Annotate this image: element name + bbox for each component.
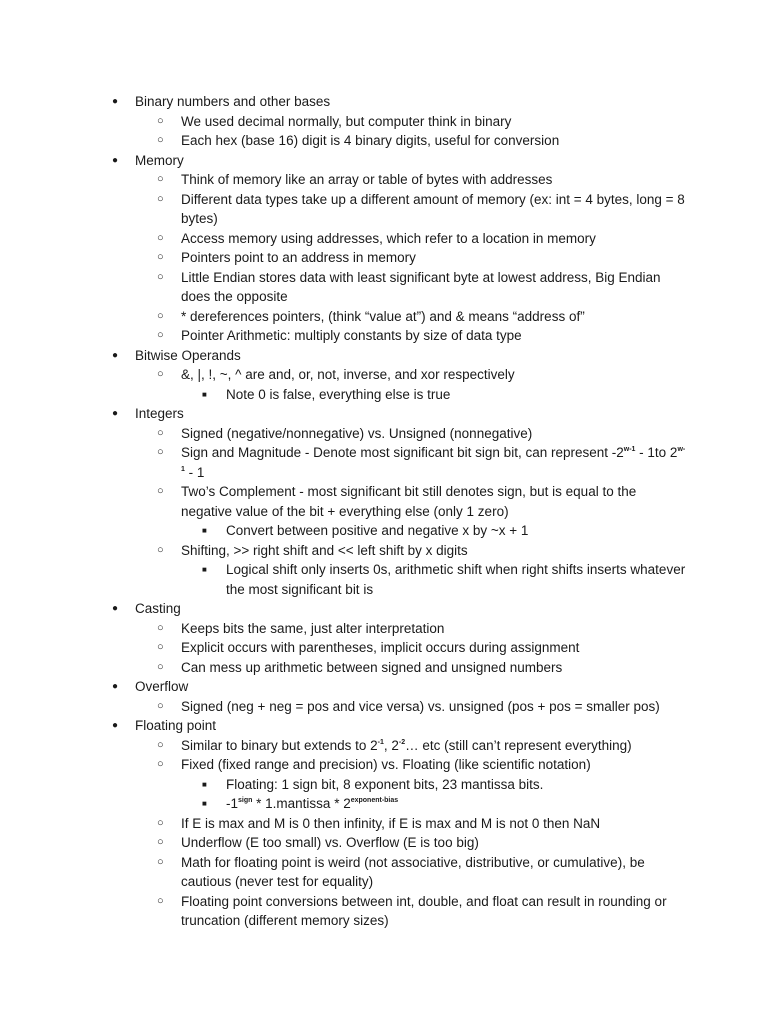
list-item-level-1 <box>0 716 768 736</box>
list-item-text: Think of memory like an array or table of bytes with addresses <box>181 172 553 187</box>
bullet-icon: ■ <box>202 799 207 808</box>
list-item-text: Different data types take up a different amount of memory (ex: int = 4 bytes, long = 8 bytes) <box>181 191 685 226</box>
list-item-level-2 <box>0 112 768 132</box>
list-item-text: Convert between positive and negative x by ~x + 1 <box>226 523 529 538</box>
list-item-level-2 <box>0 853 768 892</box>
superscript-text: -2 <box>398 738 406 746</box>
list-item-level-1 <box>0 151 768 171</box>
bullet-icon: ○ <box>157 543 164 556</box>
list-item-level-1 <box>0 346 768 366</box>
list-item-level-3 <box>0 385 768 405</box>
list-item-text: Two’s Complement - most significant bit still denotes sign, but is equal to the negative value of the bit + everything else (only 1 zero) <box>181 484 637 519</box>
bullet-icon: ○ <box>157 173 164 185</box>
bullet-icon: ■ <box>202 526 207 535</box>
list-item-text: Can mess up arithmetic between signed and unsigned numbers <box>181 659 563 675</box>
list-item-text <box>226 796 398 811</box>
list-item-text: &, |, !, ~, ^ are and, or, not, inverse, and xor respectively <box>181 367 515 382</box>
bullet-icon: ○ <box>157 894 164 907</box>
list-item-level-2 <box>0 814 768 834</box>
list-item-level-1 <box>0 404 768 424</box>
bullet-icon: ○ <box>157 485 164 497</box>
bullet-icon: ○ <box>157 251 164 263</box>
list-item-text: Integers <box>135 406 184 421</box>
bullet-icon: ○ <box>157 446 164 458</box>
list-item-text: Note 0 is false, everything else is true <box>226 386 451 402</box>
list-item-level-3 <box>0 521 768 541</box>
bullet-icon: ○ <box>157 836 164 848</box>
list-item-level-3 <box>0 794 768 814</box>
list-item-level-2 <box>0 482 768 521</box>
bullet-icon: ■ <box>202 389 207 399</box>
list-item-text: If E is max and M is 0 then infinity, if E is max and M is not 0 then NaN <box>181 815 601 831</box>
list-item-level-2 <box>0 443 768 482</box>
text-segment: - 1 <box>184 464 205 480</box>
list-item-level-2 <box>0 248 768 268</box>
list-item-level-1 <box>0 677 768 697</box>
list-item-text: Floating point conversions between int, double, and float can result in rounding or truncation (different memory sizes) <box>181 893 667 928</box>
list-item-level-2 <box>0 424 768 444</box>
list-item-level-2 <box>0 833 768 853</box>
list-item-text: Access memory using addresses, which refer to a location in memory <box>181 230 596 246</box>
list-item-level-2 <box>0 190 768 229</box>
list-item-level-1 <box>0 92 768 112</box>
text-segment: -1 <box>226 796 239 811</box>
bullet-icon: ● <box>112 349 119 361</box>
list-item-level-2 <box>0 541 768 561</box>
superscript-text: -1 <box>377 738 384 746</box>
superscript-text: w-1 <box>181 446 686 473</box>
text-segment: , 2 <box>383 737 399 753</box>
text-segment: … etc (still can’t represent everything) <box>405 737 632 753</box>
notes-outline <box>0 92 768 931</box>
bullet-icon: ○ <box>157 329 164 341</box>
list-item-text: Casting <box>135 601 181 616</box>
superscript-text: sign <box>238 797 253 804</box>
list-item-level-2 <box>0 755 768 775</box>
bullet-icon: ● <box>112 720 119 731</box>
list-item-level-2 <box>0 736 768 756</box>
list-item-level-2 <box>0 307 768 327</box>
list-item-level-2 <box>0 326 768 346</box>
bullet-icon: ■ <box>202 565 207 574</box>
bullet-icon: ○ <box>157 738 164 751</box>
list-item-level-2 <box>0 697 768 717</box>
list-item-level-2 <box>0 170 768 190</box>
bullet-icon: ○ <box>157 641 164 653</box>
bullet-icon: ○ <box>157 758 164 770</box>
list-item-text: Logical shift only inserts 0s, arithmetic shift when right shifts inserts whatever the most significant bit is <box>226 562 686 597</box>
bullet-icon: ○ <box>157 134 164 146</box>
list-item-text: Pointer Arithmetic: multiply constants by size of data type <box>181 328 522 343</box>
list-item-level-3 <box>0 560 768 599</box>
bullet-icon: ○ <box>157 231 164 244</box>
list-item-text: Floating: 1 sign bit, 8 exponent bits, 23 mantissa bits. <box>226 776 544 792</box>
list-item-text <box>181 445 685 480</box>
list-item-text: Keeps bits the same, just alter interpretation <box>181 620 445 636</box>
bullet-icon: ● <box>112 408 119 419</box>
list-item-level-2 <box>0 619 768 639</box>
superscript-text: exponent-bias <box>350 797 399 804</box>
bullet-icon: ● <box>112 96 119 107</box>
superscript-text: w-1 <box>623 446 636 453</box>
list-item-level-1 <box>0 599 768 619</box>
list-item-text: Shifting, >> right shift and << left shift by x digits <box>181 542 468 558</box>
list-item-level-2 <box>0 892 768 931</box>
list-item-text: Math for floating point is weird (not associative, distributive, or cumulative), be cautious (never test for equality) <box>181 854 645 889</box>
list-item-text: We used decimal normally, but computer think in binary <box>181 113 512 129</box>
bullet-icon: ○ <box>157 309 164 322</box>
list-item-text: Signed (neg + neg = pos and vice versa) vs. unsigned (pos + pos = smaller pos) <box>181 698 660 714</box>
bullet-icon: ○ <box>157 660 164 673</box>
bullet-icon: ○ <box>157 855 164 868</box>
list-item-level-2 <box>0 131 768 151</box>
bullet-icon: ○ <box>157 368 164 380</box>
list-item-text <box>181 738 632 753</box>
bullet-icon: ○ <box>157 699 164 712</box>
list-item-text: Underflow (E too small) vs. Overflow (E is too big) <box>181 835 479 850</box>
bullet-icon: ■ <box>202 779 207 789</box>
list-item-text: Overflow <box>135 679 189 694</box>
text-segment: Similar to binary but extends to 2 <box>181 737 378 753</box>
bullet-icon: ○ <box>157 192 164 205</box>
list-item-text: Bitwise Operands <box>135 347 241 363</box>
bullet-icon: ● <box>112 154 119 166</box>
list-item-level-3 <box>0 775 768 795</box>
list-item-level-2 <box>0 638 768 658</box>
bullet-icon: ○ <box>157 621 164 634</box>
list-item-level-2 <box>0 268 768 307</box>
bullet-icon: ● <box>112 603 119 614</box>
list-item-text: Fixed (fixed range and precision) vs. Floating (like scientific notation) <box>181 757 591 772</box>
list-item-level-2 <box>0 658 768 678</box>
text-segment: - 1to 2 <box>635 445 678 460</box>
list-item-text: * dereferences pointers, (think “value at”) and & means “address of” <box>181 308 585 324</box>
list-item-text: Explicit occurs with parentheses, implicit occurs during assignment <box>181 640 580 655</box>
list-item-level-2 <box>0 229 768 249</box>
bullet-icon: ○ <box>157 816 164 829</box>
bullet-icon: ● <box>112 681 119 692</box>
bullet-icon: ○ <box>157 426 164 439</box>
list-item-text: Binary numbers and other bases <box>135 94 331 109</box>
text-segment: * 1.mantissa * 2 <box>252 796 351 811</box>
bullet-icon: ○ <box>157 270 164 283</box>
text-segment: Sign and Magnitude - Denote most significant bit sign bit, can represent -2 <box>181 445 624 460</box>
list-item-level-2 <box>0 365 768 385</box>
list-item-text: Floating point <box>135 718 217 733</box>
list-item-text: Signed (negative/nonnegative) vs. Unsigned (nonnegative) <box>181 425 533 441</box>
list-item-text: Pointers point to an address in memory <box>181 250 416 265</box>
list-item-text: Each hex (base 16) digit is 4 binary digits, useful for conversion <box>181 133 560 148</box>
list-item-text: Memory <box>135 152 184 168</box>
bullet-icon: ○ <box>157 114 164 127</box>
list-item-text: Little Endian stores data with least significant byte at lowest address, Big Endian does the opposite <box>181 269 661 304</box>
